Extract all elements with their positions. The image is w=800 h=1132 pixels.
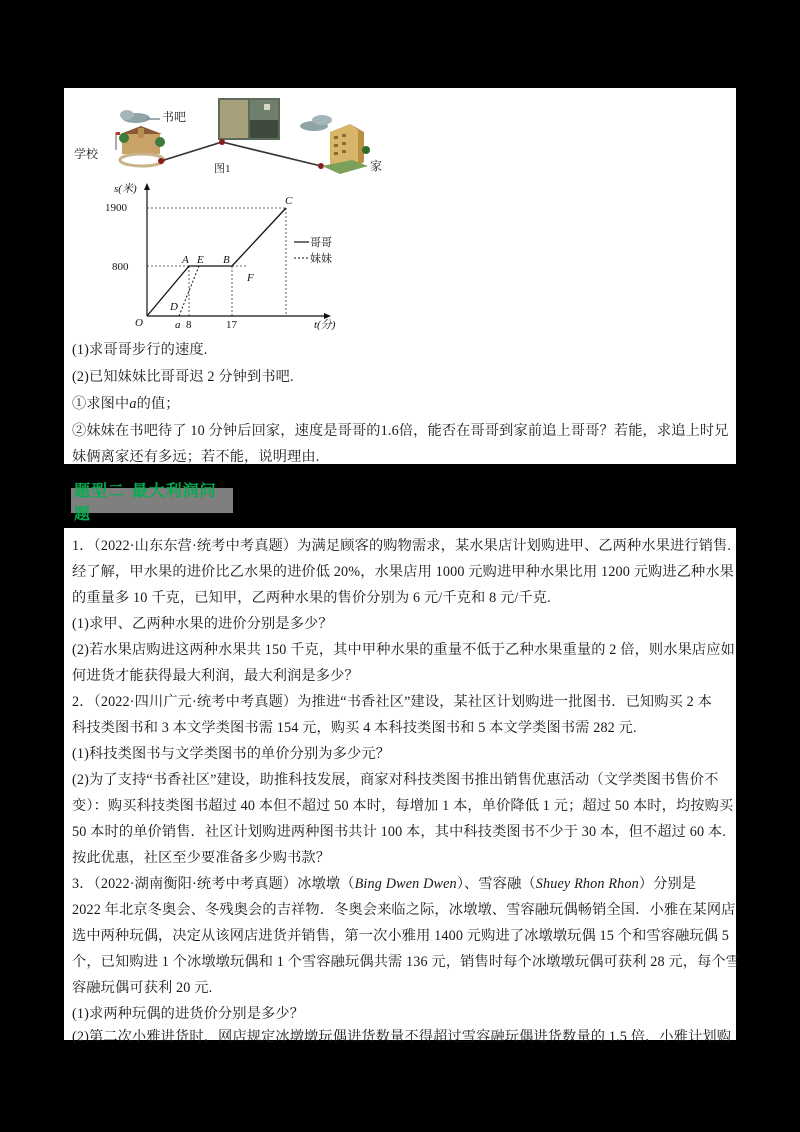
- origin-label: O: [135, 317, 143, 329]
- problem-3-line-1-b: ）、雪容融（: [456, 876, 536, 892]
- problem-1-line-3: 的重量多 10 千克，已知甲，乙两种水果的售价分别为 6 元/千克和 8 元/千克.: [72, 590, 551, 606]
- problem-3-line-1-c: ）分别是: [638, 876, 697, 892]
- variable-a: a: [129, 396, 137, 412]
- figure-1-route-illustration: [64, 88, 424, 183]
- chart-legend: [294, 235, 332, 265]
- problem-3-line-2: 2022 年北京冬奥会、冬残奥会的吉祥物．冬奥会来临之际，冰墩墩、雪容融玩偶畅销全国．小雅在某网店: [72, 902, 736, 918]
- x-tick-8: 8: [186, 319, 192, 330]
- home-building-icon: [322, 124, 370, 174]
- school-building-icon: [116, 126, 165, 166]
- sub-question-1-prefix: ①求图中: [72, 396, 130, 412]
- sub-question-2-text: ②妹妹在书吧待了 10 分钟后回家，速度是哥哥的1.6倍，能否在哥哥到家前追上哥哥？若能，求追上时兄: [72, 423, 729, 439]
- figure-caption: 图1: [214, 163, 231, 175]
- problem-3-line-1: [72, 875, 732, 893]
- school-label: 学校: [74, 147, 99, 161]
- problem-2-line-1: 2．（2022·四川广元·统考中考真题）为推进“书香社区”建设，某社区计划购进一批图书．已知购买 2 本: [72, 694, 712, 710]
- problem-3-line-5: 容融玩偶可获利 20 元.: [72, 980, 213, 996]
- book-bar-point-icon: [219, 139, 225, 145]
- problem-2-part-2: (2)为了支持“书香社区”建设，助推科技发展，商家对科技类图书推出销售优惠活动（文学类图书售价不: [72, 772, 719, 788]
- cloud-icon: [300, 115, 332, 131]
- reference-lines: [147, 208, 286, 316]
- y-axis-arrow-icon: [144, 183, 150, 190]
- problem-1-line-1: 1．（2022·山东东营·统考中考真题）为满足顾客的购物需求，某水果店计划购进甲、乙两种水果进行销售.: [72, 538, 732, 554]
- point-f-label: F: [247, 272, 254, 284]
- y-tick-1900: 1900: [105, 202, 127, 214]
- point-d-label: D: [170, 301, 178, 313]
- problem-3-part-1: (1)求两种玩偶的进货价分别是多少？: [72, 1006, 305, 1022]
- legend-brother-label: 哥哥: [310, 237, 332, 249]
- mascot-name-bing-dwen-dwen: Bing Dwen Dwen: [354, 876, 457, 892]
- series-brother-line: [147, 208, 286, 316]
- route-line: [161, 142, 321, 166]
- x-axis-label: t(分): [314, 319, 336, 330]
- x-tick-17: 17: [226, 319, 237, 330]
- bottom-document-panel: [64, 528, 741, 1045]
- section-header: [71, 480, 233, 523]
- point-b-label: B: [223, 254, 230, 266]
- home-label: 家: [370, 159, 383, 173]
- point-a-label: A: [182, 254, 189, 266]
- problem-1-part-2-cont: 何进货才能获得最大利润，最大利润是多少？: [72, 668, 359, 684]
- problem-2-part-1: (1)科技类图书与文学类图书的单价分别为多少元？: [72, 746, 391, 762]
- question-2-text: (2)已知妹妹比哥哥迟 2 分钟到书吧.: [72, 369, 294, 385]
- book-bar-label: 书吧: [162, 110, 187, 124]
- sub-question-1-text: [72, 395, 732, 413]
- problem-2-part-2-cont-3: 按此优惠，社区至少要准备多少购书款？: [72, 850, 331, 866]
- problem-2-part-2-cont-2: 50 本时的单价销售．社区计划购进两种图书共计 100 本，其中科技类图书不少于 30 本，但不超过 60 本.: [72, 824, 726, 840]
- problem-3-line-4: 个，已知购进 1 个冰墩墩玩偶和 1 个雪容融玩偶共需 136 元，销售时每个冰墩墩玩偶可获利 28 元，每个雪: [72, 954, 741, 970]
- top-document-panel: [64, 88, 736, 464]
- section-header-label: 题型二 最大利润问题: [74, 480, 217, 523]
- problem-3-part-2: (2)第二次小雅进货时，网店规定冰墩墩玩偶进货数量不得超过雪容融玩偶进货数量的 1.5 倍．小雅计划购: [72, 1029, 732, 1045]
- problem-1-line-2: 经了解，甲水果的进价比乙水果的进价低 20%，水果店用 1000 元购进甲种水果比用 1200 元购进乙种水果: [72, 564, 735, 580]
- cloud-icon: [120, 110, 160, 123]
- y-tick-800: 800: [112, 261, 129, 273]
- book-bar-photo: [218, 98, 280, 140]
- sub-question-1-suffix: 的值；: [136, 396, 180, 412]
- problem-2-part-2-cont-1: 变）：购买科技类图书超过 40 本但不超过 50 本时，每增加 1 本，单价降低 1 元；超过 50 本时，均按购买: [72, 798, 734, 814]
- question-1-text: (1)求哥哥步行的速度.: [72, 342, 208, 358]
- problem-3-line-1-a: 3．（2022·湖南衡阳·统考中考真题）冰墩墩（: [72, 876, 355, 892]
- distance-time-chart: [104, 180, 364, 330]
- mascot-name-shuey-rhon-rhon: Shuey Rhon Rhon: [535, 876, 639, 892]
- point-c-label: C: [285, 195, 293, 207]
- sub-question-2-text-cont: 妹俩离家还有多远；若不能，说明理由.: [72, 449, 320, 465]
- problem-3-line-3: 选中两种玩偶，决定从该网店进货并销售，第一次小雅用 1400 元购进了冰墩墩玩偶 15 个和雪容融玩偶 5: [72, 928, 730, 944]
- problem-2-line-2: 科技类图书和 3 本文学类图书需 154 元，购买 4 本科技类图书和 5 本文学类图书需 282 元.: [72, 720, 637, 736]
- y-axis-label: s(米): [114, 183, 137, 195]
- school-point-icon: [158, 158, 164, 164]
- problem-1-part-2: (2)若水果店购进这两种水果共 150 千克，其中甲种水果的重量不低于乙种水果重量的 2 倍，则水果店应如: [72, 642, 735, 658]
- legend-sister-label: 妹妹: [310, 253, 332, 265]
- problem-1-part-1: (1)求甲、乙两种水果的进价分别是多少？: [72, 616, 333, 632]
- x-tick-a: a: [175, 319, 181, 330]
- point-e-label: E: [197, 254, 204, 266]
